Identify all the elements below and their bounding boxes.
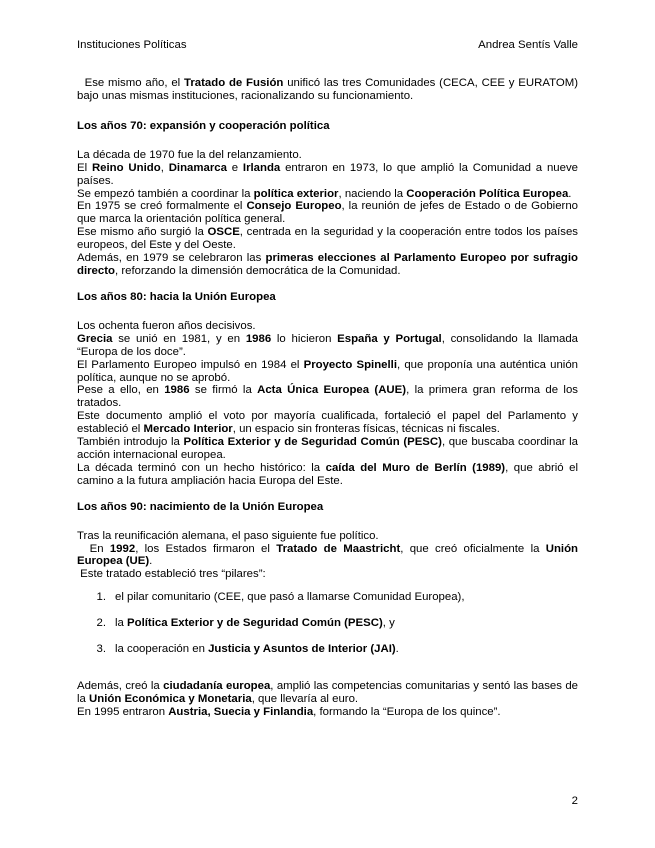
pillars-list	[77, 591, 578, 656]
list-item: 1. el pilar comunitario (CEE, que pasó a llamarse Comunidad Europea),	[96, 591, 465, 604]
document-body	[77, 77, 578, 719]
list-item: 2. la Política Exterior y de Seguridad Común (PESC), y	[96, 617, 395, 630]
p70-6: Además, en 1979 se celebraron las primeras elecciones al Parlamento Europeo por sufragio directo, reforzando la dimensión democrática de la Comunidad.	[77, 252, 578, 277]
p80-6: También introdujo la Política Exterior y de Seguridad Común (PESC), que buscaba coordinar la acción internacional europea.	[77, 436, 579, 461]
page-header	[77, 39, 578, 52]
heading-90s: Los años 90: nacimiento de la Unión Europea	[77, 500, 324, 513]
heading-80s: Los años 80: hacia la Unión Europea	[77, 290, 276, 303]
p80-7: La década terminó con un hecho histórico: la caída del Muro de Berlín (1989), que abrió el camino a la futura ampliación hacia Europa del Este.	[77, 461, 579, 487]
p70-4: En 1975 se creó formalmente el Consejo Europeo, la reunión de jefes de Estado o de Gobierno que marca la orientación política general.	[77, 200, 578, 226]
p70-2: El Reino Unido, Dinamarca e Irlanda entraron en 1973, lo que amplió la Comunidad a nueve países.	[77, 161, 578, 187]
p90-3: Este tratado estableció tres “pilares”:	[77, 568, 266, 581]
list-item: 3. la cooperación en Justicia y Asuntos de Interior (JAI).	[96, 643, 399, 656]
heading-70s: Los años 70: expansión y cooperación política	[77, 119, 330, 132]
header-course-title: Instituciones Políticas	[77, 39, 187, 51]
p90-1: Tras la reunificación alemana, el paso siguiente fue político.	[77, 529, 379, 542]
p80-2: Grecia se unió en 1981, y en 1986 lo hicieron España y Portugal, consolidando la llamada “Europa de los doce”.	[77, 332, 578, 358]
p70-3: Se empezó también a coordinar la política exterior, naciendo la Cooperación Política Europea.	[77, 187, 572, 200]
p80-1: Los ochenta fueron años decisivos.	[77, 319, 256, 332]
p70-5: Ese mismo año surgió la OSCE, centrada en la seguridad y la cooperación entre todos los países europeos, del Este y del Oeste.	[77, 226, 579, 252]
p90-2: En 1992, los Estados firmaron el Tratado de Maastricht, que creó oficialmente la Unión Europea (UE).	[77, 542, 578, 568]
p80-3: El Parlamento Europeo impulsó en 1984 el Proyecto Spinelli, que proponía una auténtica unión política, aunque no se aprobó.	[77, 358, 578, 384]
header-author-name: Andrea Sentís Valle	[478, 39, 578, 51]
p70-1: La década de 1970 fue la del relanzamiento.	[77, 148, 302, 161]
intro-paragraph: Ese mismo año, el Tratado de Fusión unificó las tres Comunidades (CECA, CEE y EURATOM) bajo unas mismas instituciones, racionalizando su funcionamiento.	[77, 77, 578, 102]
p80-5: Este documento amplió el voto por mayoría cualificada, fortaleció el papel del Parlamento y estableció el Mercado Interior, un espacio sin fronteras físicas, técnicas ni fiscales.	[77, 410, 578, 436]
p80-4: Pese a ello, en 1986 se firmó la Acta Única Europea (AUE), la primera gran reforma de los tratados.	[77, 384, 578, 410]
p90-4: Además, creó la ciudadanía europea, amplió las competencias comunitarias y sentó las bases de la Unión Económica y Monetaria, que llevaría al euro.	[77, 680, 578, 706]
page-number: 2	[571, 795, 578, 807]
p90-5: En 1995 entraron Austria, Suecia y Finlandia, formando la “Europa de los quince”.	[77, 706, 501, 719]
